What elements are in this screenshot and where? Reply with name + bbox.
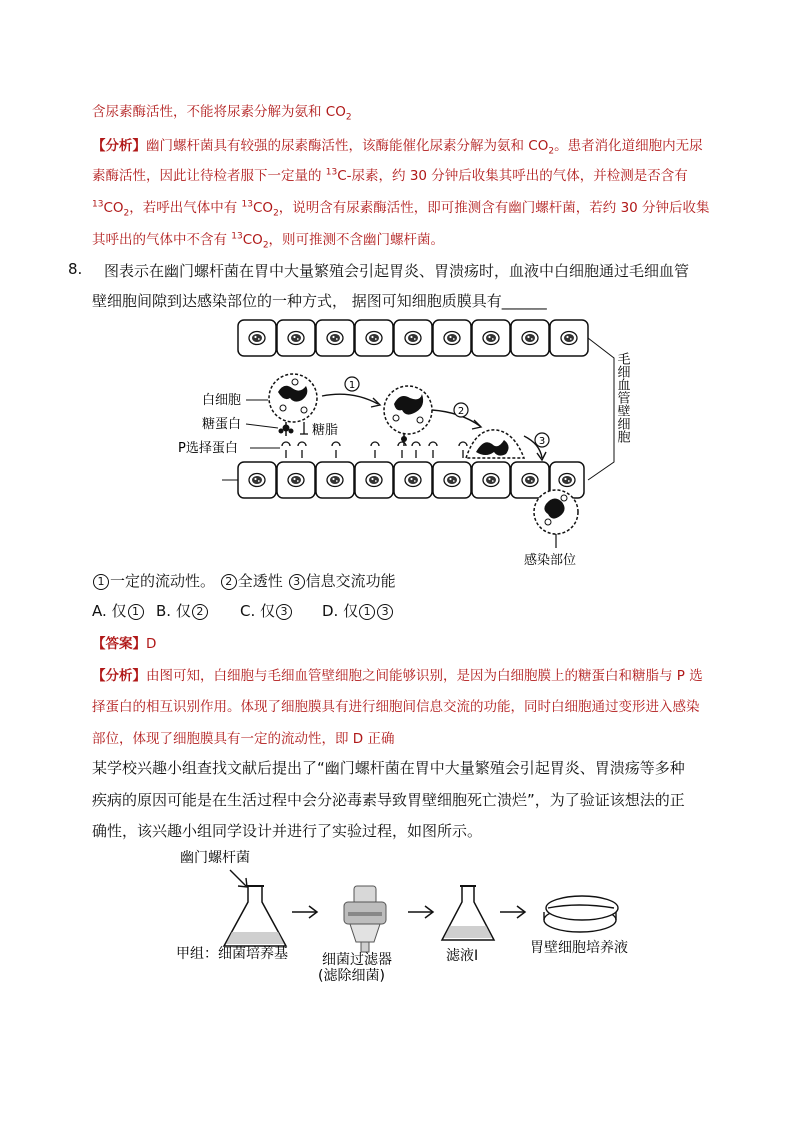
svg-text:3: 3: [538, 436, 546, 447]
white-blood-cell-1: [269, 374, 317, 436]
question-stem-line-2: 壁细胞间隙到达感染部位的一种方式， 据图可知细胞质膜具有______: [92, 292, 547, 310]
flow-arrow-3: [500, 906, 525, 918]
label-white-blood-cell: 白细胞: [202, 393, 242, 408]
option-d[interactable]: D. 仅 1 3: [322, 600, 394, 621]
label-glycolipid: 糖脂: [312, 423, 339, 438]
option-c[interactable]: C. 仅 3: [240, 600, 293, 621]
analysis-line-1: 【分析】由图可知，白细胞与毛细血管壁细胞之间能够识别，是因为白细胞膜上的糖蛋白和糖脂与 P 选: [92, 668, 703, 684]
bacterial-filter-icon: [344, 886, 386, 952]
label-filter: 细菌过滤器: [322, 952, 392, 968]
white-blood-cell-3: [466, 430, 524, 458]
prev-analysis-line-1: 【分析】幽门螺杆菌具有较强的尿素酶活性，该酶能催化尿素分解为氨和 $CO_2$。患者消化道细胞内无尿: [92, 138, 703, 157]
answer-value: D: [146, 636, 157, 652]
svg-text:2: 2: [457, 406, 465, 417]
question-number: 8.: [68, 260, 83, 278]
step-2-marker: [454, 403, 468, 417]
p-selectin-receptors: [282, 442, 467, 458]
prev-answer-tail: 含尿素酶活性，不能将尿素分解为氨和 $CO_2$: [92, 104, 352, 123]
label-filtrate: 滤液I: [446, 948, 479, 964]
svg-text:1: 1: [348, 380, 356, 391]
analysis-line-2: 择蛋白的相互识别作用。体现了细胞膜具有进行细胞间信息交流的功能，同时白细胞通过变形进入感染: [92, 699, 700, 715]
label-infection-site: 感染部位: [524, 553, 577, 568]
label-stomach-culture: 胃壁细胞培养液: [530, 940, 628, 956]
prev-analysis-line-2: 素酶活性，因此让待检者服下一定量的 $^{13}$C-尿素，约 30 分钟后收集其呼出的气体，并检测是否含有: [92, 167, 688, 184]
answer-line: [92, 632, 156, 652]
label-p-selectin: P选择蛋白: [178, 441, 238, 456]
experiment-line-3: 确性，该兴趣小组同学设计并进行了实验过程，如图所示。: [92, 822, 483, 840]
label-capillary-wall: 毛细血管壁细胞: [614, 352, 630, 443]
white-blood-cell-4: [534, 490, 578, 534]
option-b[interactable]: B. 仅 2: [156, 600, 209, 621]
bottom-wall-cells: [238, 462, 584, 498]
step-1-marker: [345, 377, 359, 391]
analysis-line-3: 部位，体现了细胞膜具有一定的流动性，即 D 正确: [92, 731, 395, 747]
step-3-marker: [535, 433, 549, 447]
label-group-a: 甲组：细菌培养基: [176, 946, 288, 962]
answer-tag: 【答案】: [92, 636, 146, 652]
label-bacteria: 幽门螺杆菌: [180, 850, 250, 866]
analysis-tag: 【分析】: [92, 138, 146, 154]
flow-arrow-1: [292, 906, 317, 918]
white-blood-cell-2: [384, 386, 432, 446]
label-glycoprotein: 糖蛋白: [202, 417, 242, 432]
top-wall-cells: [238, 320, 588, 356]
petri-dish-icon: [544, 896, 618, 932]
prev-analysis-line-4: 其呼出的气体中不含有 $^{13}CO_2$，则可推测不含幽门螺杆菌。: [92, 231, 445, 251]
leukocyte-migration-figure: [170, 312, 640, 570]
flask-culture-medium: [224, 886, 286, 946]
question-stem-line-1: 图表示在幽门螺杆菌在胃中大量繁殖会引起胃炎、胃溃疡时，血液中白细胞通过毛细血管: [104, 262, 690, 280]
label-filter-note: (滤除细菌): [318, 968, 385, 984]
flow-arrow-2: [408, 906, 433, 918]
flask-filtrate: [442, 886, 494, 940]
experiment-line-2: 疾病的原因可能是在生活过程中会分泌毒素导致胃壁细胞死亡溃烂”，为了验证该想法的正: [92, 791, 685, 809]
experiment-line-1: 某学校兴趣小组查找文献后提出了“幽门螺杆菌在胃中大量繁殖会引起胃炎、胃溃疡等多种: [92, 759, 685, 777]
prev-analysis-line-3: $^{13}CO_2$，若呼出气体中有 $^{13}CO_2$，说明含有尿素酶活性，即可推测含有幽门螺杆菌，若约 30 分钟后收集: [92, 199, 710, 219]
analysis-tag: 【分析】: [92, 668, 146, 684]
statements-line: 1 一定的流动性。 2 全透性 3 信息交流功能: [92, 570, 396, 591]
experiment-flow-figure: [168, 842, 648, 984]
option-a[interactable]: A. 仅 1: [92, 600, 145, 621]
